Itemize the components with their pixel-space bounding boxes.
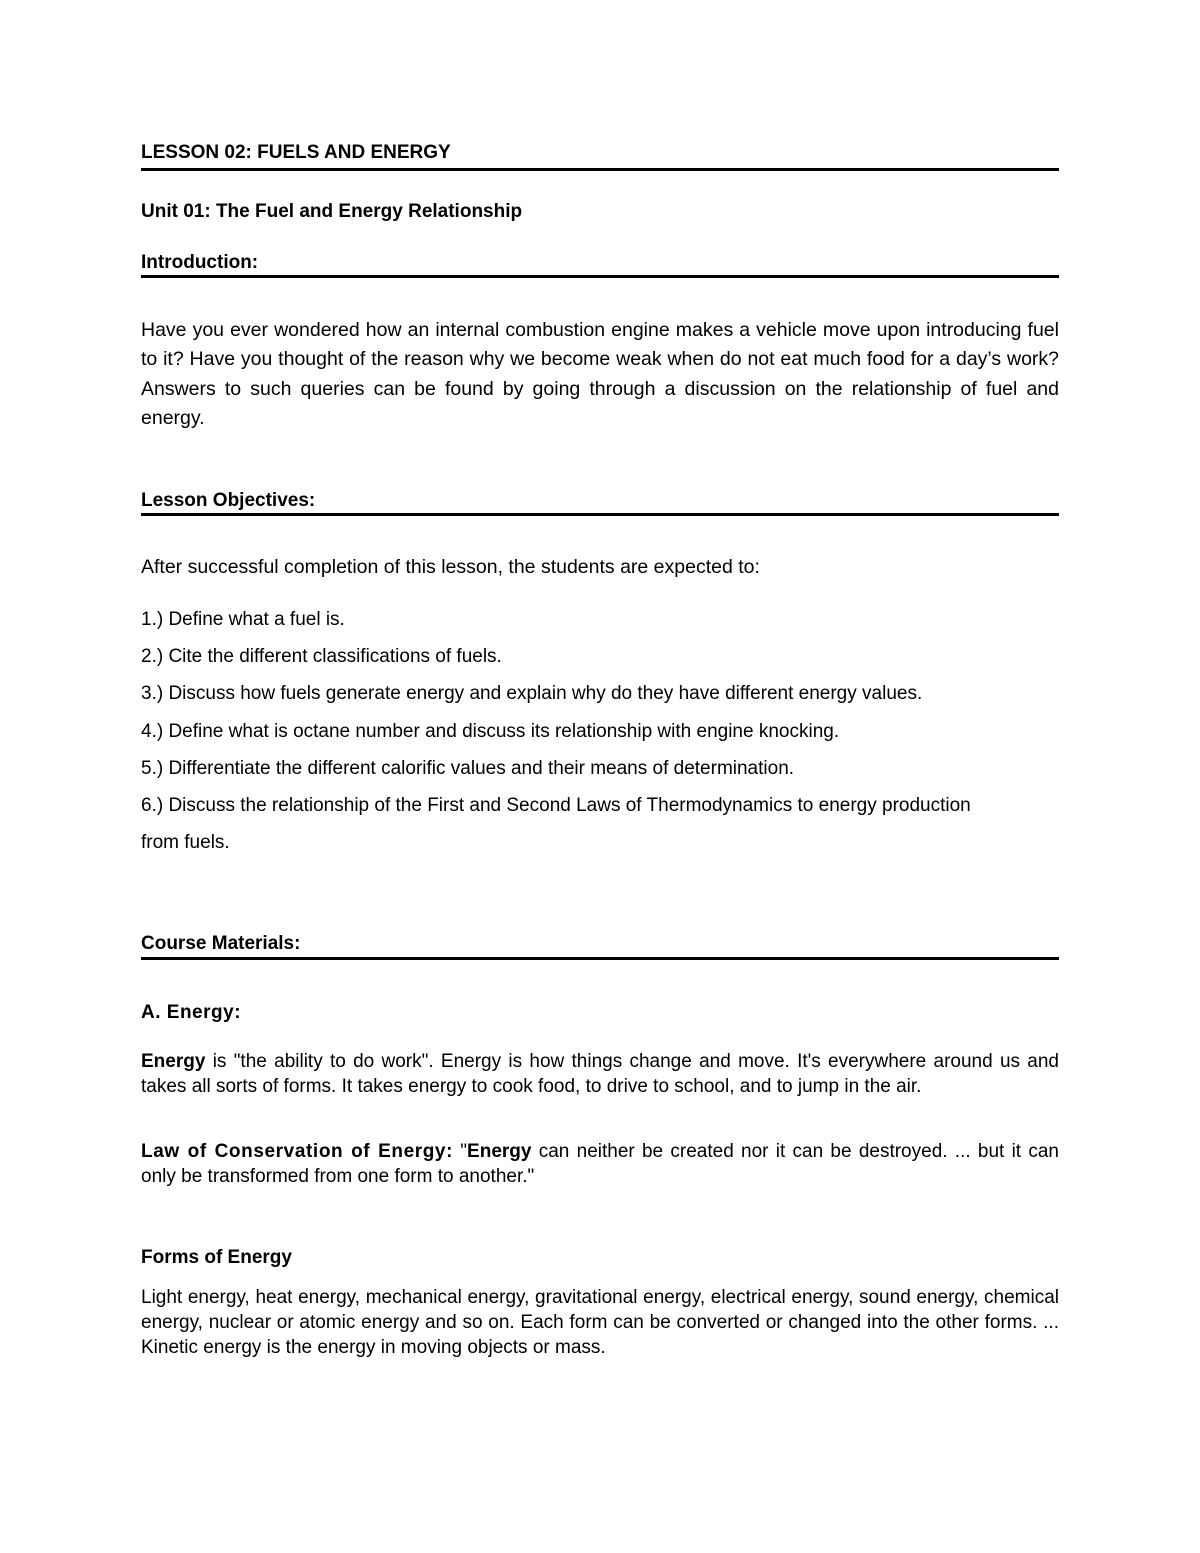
energy-definition-text: is "the ability to do work". Energy is how things change and move. It's everywhere around us and takes all sorts of forms. It takes energy to cook food, to drive to school, and to jump in the air. xyxy=(141,1051,1059,1097)
energy-term: Energy xyxy=(141,1051,206,1072)
objective-item: 1.) Define what a fuel is. xyxy=(141,609,345,630)
course-materials-heading: Course Materials: xyxy=(141,933,301,954)
objective-item: 4.) Define what is octane number and discuss its relationship with engine knocking. xyxy=(141,720,840,742)
energy-definition xyxy=(141,1049,1059,1099)
objectives-rule xyxy=(141,513,1059,516)
section-a-title: A. Energy: xyxy=(141,1002,242,1023)
introduction-text: Have you ever wondered how an internal combustion engine makes a vehicle move upon introducing fuel to it? Have you thought of the reason why we become weak when do not eat much food for a day’s work? Answers to such queries can be found by going through a discussion on the relationship of fuel and energy. xyxy=(141,319,1059,429)
unit-title: Unit 01: The Fuel and Energy Relationship xyxy=(141,201,523,222)
introduction-rule xyxy=(141,275,1059,278)
objective-item: 5.) Differentiate the different calorific values and their means of determination. xyxy=(141,757,795,779)
law-text: can neither be created nor it can be destroyed. ... but it can only be transformed from one form to another." xyxy=(141,1141,1059,1187)
objective-item: 2.) Cite the different classifications of fuels. xyxy=(141,646,502,668)
introduction-heading: Introduction: xyxy=(141,252,259,273)
law-of-conservation xyxy=(141,1139,1059,1189)
title-rule xyxy=(141,168,1059,171)
law-term: Law of Conservation of Energy: xyxy=(141,1141,454,1162)
objective-item: 3.) Discuss how fuels generate energy and explain why do they have different energy values. xyxy=(141,683,923,705)
objectives-list xyxy=(141,601,1041,861)
forms-of-energy-text: Light energy, heat energy, mechanical energy, gravitational energy, electrical energy, sound energy, chemical energy, nuclear or atomic energy and so on. Each form can be converted or changed into the other forms. ... Kinetic energy is the energy in moving objects or mass. xyxy=(141,1287,1059,1358)
objectives-heading: Lesson Objectives: xyxy=(141,490,316,511)
objectives-lead: After successful completion of this lesson, the students are expected to: xyxy=(141,556,760,578)
lesson-title: LESSON 02: FUELS AND ENERGY xyxy=(141,142,451,163)
objective-item: 6.) Discuss the relationship of the First and Second Laws of Thermodynamics to energy production from fuels. xyxy=(141,795,971,854)
law-quote-open: " xyxy=(453,1141,468,1162)
law-energy-term: Energy xyxy=(467,1141,532,1162)
forms-of-energy-heading: Forms of Energy xyxy=(141,1247,292,1268)
course-materials-rule xyxy=(141,957,1059,960)
